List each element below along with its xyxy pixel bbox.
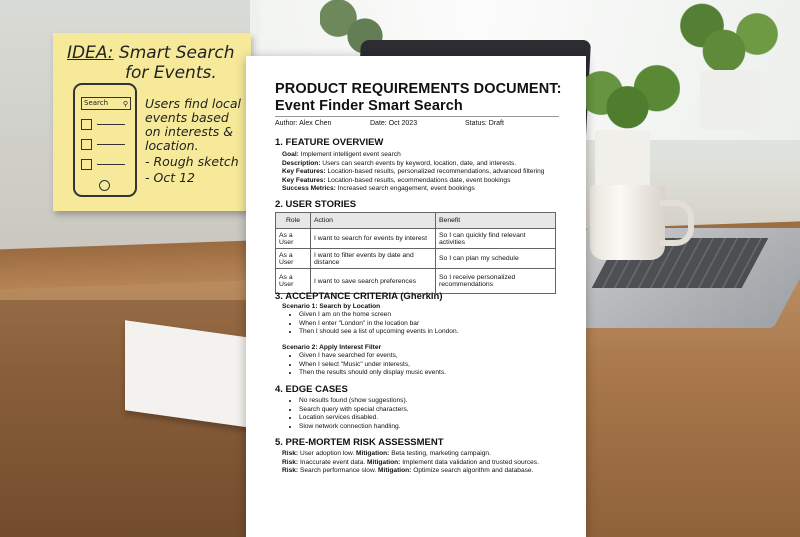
table-cell: I want to save search preferences	[311, 269, 436, 294]
meta-author: Author: Alex Chen	[275, 120, 332, 127]
sticky-note-text	[145, 97, 249, 185]
table-cell: So I can plan my schedule	[436, 249, 556, 269]
row-text: Implement intelligent event search	[298, 151, 401, 158]
sticky-title-line2: for Events.	[125, 63, 217, 83]
table-cell: As a User	[276, 269, 311, 294]
row-label: Key Features:	[282, 168, 326, 175]
coffee-mug-handle	[660, 200, 694, 246]
title-line1: PRODUCT REQUIREMENTS DOCUMENT:	[275, 81, 562, 97]
meta-date: Date: Oct 2023	[370, 120, 418, 127]
list-item: • When I enter "London" in the location bar	[299, 320, 458, 329]
note-line: on interests &	[145, 124, 234, 139]
row-label: Key Features:	[282, 176, 326, 184]
idea-label: IDEA:	[67, 43, 114, 63]
list-item: • Location services disabled.	[299, 414, 409, 423]
note-line: - Oct 12	[145, 170, 195, 185]
list-line	[97, 164, 125, 165]
mitigation-text: Implement data validation and trusted sources.	[400, 458, 539, 466]
note-line: Users find local	[145, 96, 242, 111]
column-header: Role	[276, 213, 311, 229]
sticky-note	[53, 33, 251, 211]
risk-label: Risk:	[282, 450, 299, 457]
list-item: • Given I have searched for events,	[299, 352, 446, 361]
overview-row	[282, 151, 544, 160]
phone-sketch	[73, 83, 137, 197]
scenario-title: Scenario 1: Search by Location	[282, 303, 381, 310]
phone-list-row	[81, 159, 127, 171]
row-label: Goal:	[282, 151, 299, 158]
risk-text: Search performance slow.	[298, 467, 379, 474]
risk-text: User adoption low.	[298, 450, 357, 457]
sticky-title	[67, 43, 235, 83]
home-button-icon	[99, 180, 110, 191]
table-cell: I want to filter events by date and distance	[311, 249, 436, 269]
overview-row	[282, 177, 544, 186]
prd-document	[246, 56, 586, 537]
mitigation-text: Beta testing, marketing campaign.	[389, 450, 491, 457]
mitigation-label: Mitigation:	[356, 450, 390, 457]
section-heading: 1. FEATURE OVERVIEW	[275, 137, 384, 148]
list-item: • Then I should see a list of upcoming events in London.	[299, 328, 458, 337]
list-item: • Given I am on the home screen	[299, 311, 458, 320]
section-heading: 2. USER STORIES	[275, 199, 357, 210]
note-line: location.	[145, 138, 199, 153]
risk-label: Risk:	[282, 458, 299, 466]
table-row	[276, 229, 556, 249]
risk-label: Risk:	[282, 467, 299, 474]
table-row	[276, 269, 556, 294]
list-item: • When I select "Music" under interests,	[299, 361, 446, 370]
mitigation-text: Optimize search algorithm and database.	[411, 467, 534, 474]
risk-assessment	[282, 450, 539, 476]
list-item: • Then the results should only display music events.	[299, 369, 446, 378]
phone-list-row	[81, 139, 127, 151]
mitigation-label: Mitigation:	[378, 467, 412, 474]
mitigation-label: Mitigation:	[367, 458, 401, 466]
overview-row	[282, 168, 544, 177]
desk-plant-pot	[595, 130, 650, 190]
scenario-steps	[290, 311, 458, 337]
overview-row	[282, 185, 544, 194]
section-heading: 4. EDGE CASES	[275, 384, 348, 395]
row-text: Users can search events by keyword, location, date, and interests.	[320, 159, 517, 167]
row-text: Increased search engagement, event bookings	[335, 185, 475, 192]
table-cell: As a User	[276, 249, 311, 269]
overview-row	[282, 160, 544, 169]
checkbox-icon	[81, 139, 92, 150]
sticky-title-line1: Smart Search	[118, 43, 235, 63]
list-line	[97, 124, 125, 125]
feature-overview	[282, 151, 544, 194]
title-divider	[275, 116, 559, 117]
list-line	[97, 144, 125, 145]
column-header: Action	[311, 213, 436, 229]
search-icon: ⚲	[122, 100, 128, 108]
scenario-steps	[290, 352, 446, 378]
table-cell: So I receive personalized recommendations	[436, 269, 556, 294]
checkbox-icon	[81, 119, 92, 130]
user-stories-table	[275, 212, 556, 294]
edge-cases-list	[290, 397, 409, 431]
coffee-mug	[590, 185, 665, 260]
phone-search-box	[81, 97, 131, 110]
risk-text: Inaccurate event data.	[298, 458, 368, 466]
row-label: Description:	[282, 159, 321, 167]
risk-row	[282, 450, 539, 459]
section-heading: 5. PRE-MORTEM RISK ASSESSMENT	[275, 437, 444, 448]
plant-pot	[700, 70, 760, 130]
document-title	[275, 81, 562, 115]
checkbox-icon	[81, 159, 92, 170]
phone-search-label: Search	[84, 99, 109, 107]
table-cell: I want to search for events by interest	[311, 229, 436, 249]
column-header: Benefit	[436, 213, 556, 229]
row-label: Success Metrics:	[282, 185, 336, 192]
list-item: • No results found (show suggestions).	[299, 397, 409, 406]
table-row	[276, 249, 556, 269]
meta-status: Status: Draft	[465, 120, 504, 127]
list-item: • Search query with special characters.	[299, 406, 409, 415]
title-line2: Event Finder Smart Search	[275, 98, 463, 114]
row-text: Location-based results, personalized recommendations, advanced filtering	[325, 168, 545, 175]
scenario-title: Scenario 2: Apply Interest Filter	[282, 344, 382, 351]
row-text: Location-based results, ecommendations date, event bookings	[325, 176, 511, 184]
table-cell: As a User	[276, 229, 311, 249]
note-line: events based	[145, 110, 229, 125]
table-cell: So I can quickly find relevant activities	[436, 229, 556, 249]
risk-row	[282, 459, 539, 468]
phone-list-row	[81, 119, 127, 131]
table-header-row	[276, 213, 556, 229]
risk-row	[282, 467, 539, 476]
list-item: • Slow network connection handling.	[299, 423, 409, 432]
note-line: - Rough sketch	[145, 154, 239, 169]
section-heading: 3. ACCEPTANCE CRITERIA (Gherkin)	[275, 291, 443, 302]
